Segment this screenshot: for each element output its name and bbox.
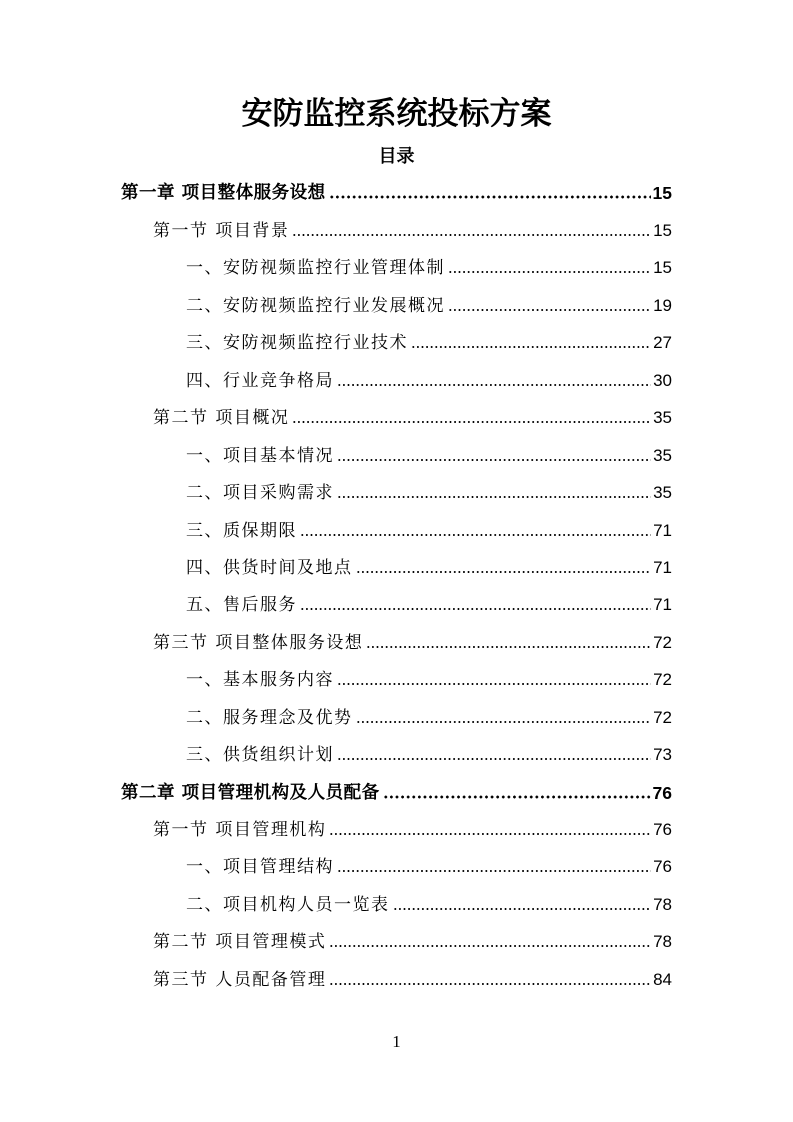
dot-leader xyxy=(383,795,651,799)
toc-entry-page: 76 xyxy=(653,820,672,839)
toc-entry-label: 二、项目机构人员一览表 xyxy=(186,895,390,915)
toc-entry-label: 第二章 项目管理机构及人员配备 xyxy=(121,783,380,803)
document-title: 安防监控系统投标方案 xyxy=(241,96,552,132)
toc-entry-subsection[interactable] xyxy=(186,254,672,280)
toc-entry-subsection[interactable] xyxy=(186,329,672,355)
toc-entry-subsection[interactable] xyxy=(186,292,672,318)
toc-entry-page: 15 xyxy=(653,221,672,240)
toc-entry-page: 35 xyxy=(653,446,672,465)
toc-entry-chapter[interactable] xyxy=(121,179,672,205)
toc-entry-page: 78 xyxy=(653,895,672,914)
toc-entry-page: 71 xyxy=(653,595,672,614)
toc-entry-label: 第三节 人员配备管理 xyxy=(153,970,327,990)
dot-leader xyxy=(337,383,651,387)
dot-leader xyxy=(329,982,651,986)
toc-entry-label: 四、供货时间及地点 xyxy=(186,558,353,578)
toc-entry-label: 第一节 项目背景 xyxy=(153,221,290,241)
toc-entry-section[interactable] xyxy=(153,966,672,992)
dot-leader xyxy=(329,832,651,836)
dot-leader xyxy=(329,195,651,199)
toc-entry-page: 71 xyxy=(653,521,672,540)
toc-entry-page: 76 xyxy=(652,783,672,803)
toc-entry-subsection[interactable] xyxy=(186,891,672,917)
toc-entry-section[interactable] xyxy=(153,404,672,430)
toc-entry-label: 第二节 项目概况 xyxy=(153,408,290,428)
toc-entry-label: 二、安防视频监控行业发展概况 xyxy=(186,296,445,316)
toc-entry-page: 78 xyxy=(653,932,672,951)
toc-entry-subsection[interactable] xyxy=(186,479,672,505)
toc-entry-label: 第二节 项目管理模式 xyxy=(153,932,327,952)
dot-leader xyxy=(448,308,651,312)
dot-leader xyxy=(337,682,651,686)
toc-entry-label: 一、安防视频监控行业管理体制 xyxy=(186,258,445,278)
dot-leader xyxy=(448,270,651,274)
toc-entry-section[interactable] xyxy=(153,629,672,655)
dot-leader xyxy=(300,607,651,611)
toc-entry-subsection[interactable] xyxy=(186,367,672,393)
toc-entry-section[interactable] xyxy=(153,217,672,243)
dot-leader xyxy=(337,869,651,873)
toc-entry-subsection[interactable] xyxy=(186,704,672,730)
toc-entry-section[interactable] xyxy=(153,928,672,954)
toc-entry-page: 84 xyxy=(653,970,672,989)
toc-entry-label: 四、行业竞争格局 xyxy=(186,371,334,391)
toc-entry-page: 15 xyxy=(653,258,672,277)
toc-entry-page: 27 xyxy=(653,333,672,352)
toc-entry-label: 三、供货组织计划 xyxy=(186,745,334,765)
toc-entry-subsection[interactable] xyxy=(186,666,672,692)
dot-leader xyxy=(356,720,652,724)
toc-entry-page: 73 xyxy=(653,745,672,764)
dot-leader xyxy=(300,533,651,537)
toc-entry-label: 一、基本服务内容 xyxy=(186,670,334,690)
toc-entry-label: 三、质保期限 xyxy=(186,521,297,541)
dot-leader xyxy=(292,420,651,424)
toc-entry-page: 72 xyxy=(653,708,672,727)
toc-entry-label: 二、项目采购需求 xyxy=(186,483,334,503)
toc-entry-label: 五、售后服务 xyxy=(186,595,297,615)
toc-entry-label: 一、项目基本情况 xyxy=(186,446,334,466)
toc-entry-subsection[interactable] xyxy=(186,741,672,767)
toc-entry-label: 一、项目管理结构 xyxy=(186,857,334,877)
toc-entry-page: 15 xyxy=(652,183,672,203)
toc-entry-label: 三、安防视频监控行业技术 xyxy=(186,333,408,353)
dot-leader xyxy=(411,345,651,349)
toc-entry-subsection[interactable] xyxy=(186,591,672,617)
dot-leader xyxy=(329,944,651,948)
toc-entry-subsection[interactable] xyxy=(186,554,672,580)
toc-entry-section[interactable] xyxy=(153,816,672,842)
toc-entry-label: 二、服务理念及优势 xyxy=(186,708,353,728)
toc-entry-chapter[interactable] xyxy=(121,779,672,805)
toc-entry-page: 72 xyxy=(653,633,672,652)
toc-entry-subsection[interactable] xyxy=(186,853,672,879)
toc-entry-page: 71 xyxy=(653,558,672,577)
toc-entry-label: 第一章 项目整体服务设想 xyxy=(121,183,326,203)
dot-leader xyxy=(292,233,651,237)
toc-entry-page: 19 xyxy=(653,296,672,315)
toc-entry-subsection[interactable] xyxy=(186,517,672,543)
dot-leader xyxy=(356,570,652,574)
toc-entry-page: 30 xyxy=(653,371,672,390)
toc-heading: 目录 xyxy=(378,146,415,167)
toc-entry-page: 35 xyxy=(653,408,672,427)
dot-leader xyxy=(337,757,651,761)
toc-entry-label: 第三节 项目整体服务设想 xyxy=(153,633,364,653)
dot-leader xyxy=(366,645,651,649)
dot-leader xyxy=(393,907,652,911)
toc-entry-page: 72 xyxy=(653,670,672,689)
toc-entry-label: 第一节 项目管理机构 xyxy=(153,820,327,840)
dot-leader xyxy=(337,458,651,462)
dot-leader xyxy=(337,495,651,499)
page-number: 1 xyxy=(392,1032,401,1051)
toc-entry-page: 76 xyxy=(653,857,672,876)
toc-entry-page: 35 xyxy=(653,483,672,502)
toc-entry-subsection[interactable] xyxy=(186,442,672,468)
